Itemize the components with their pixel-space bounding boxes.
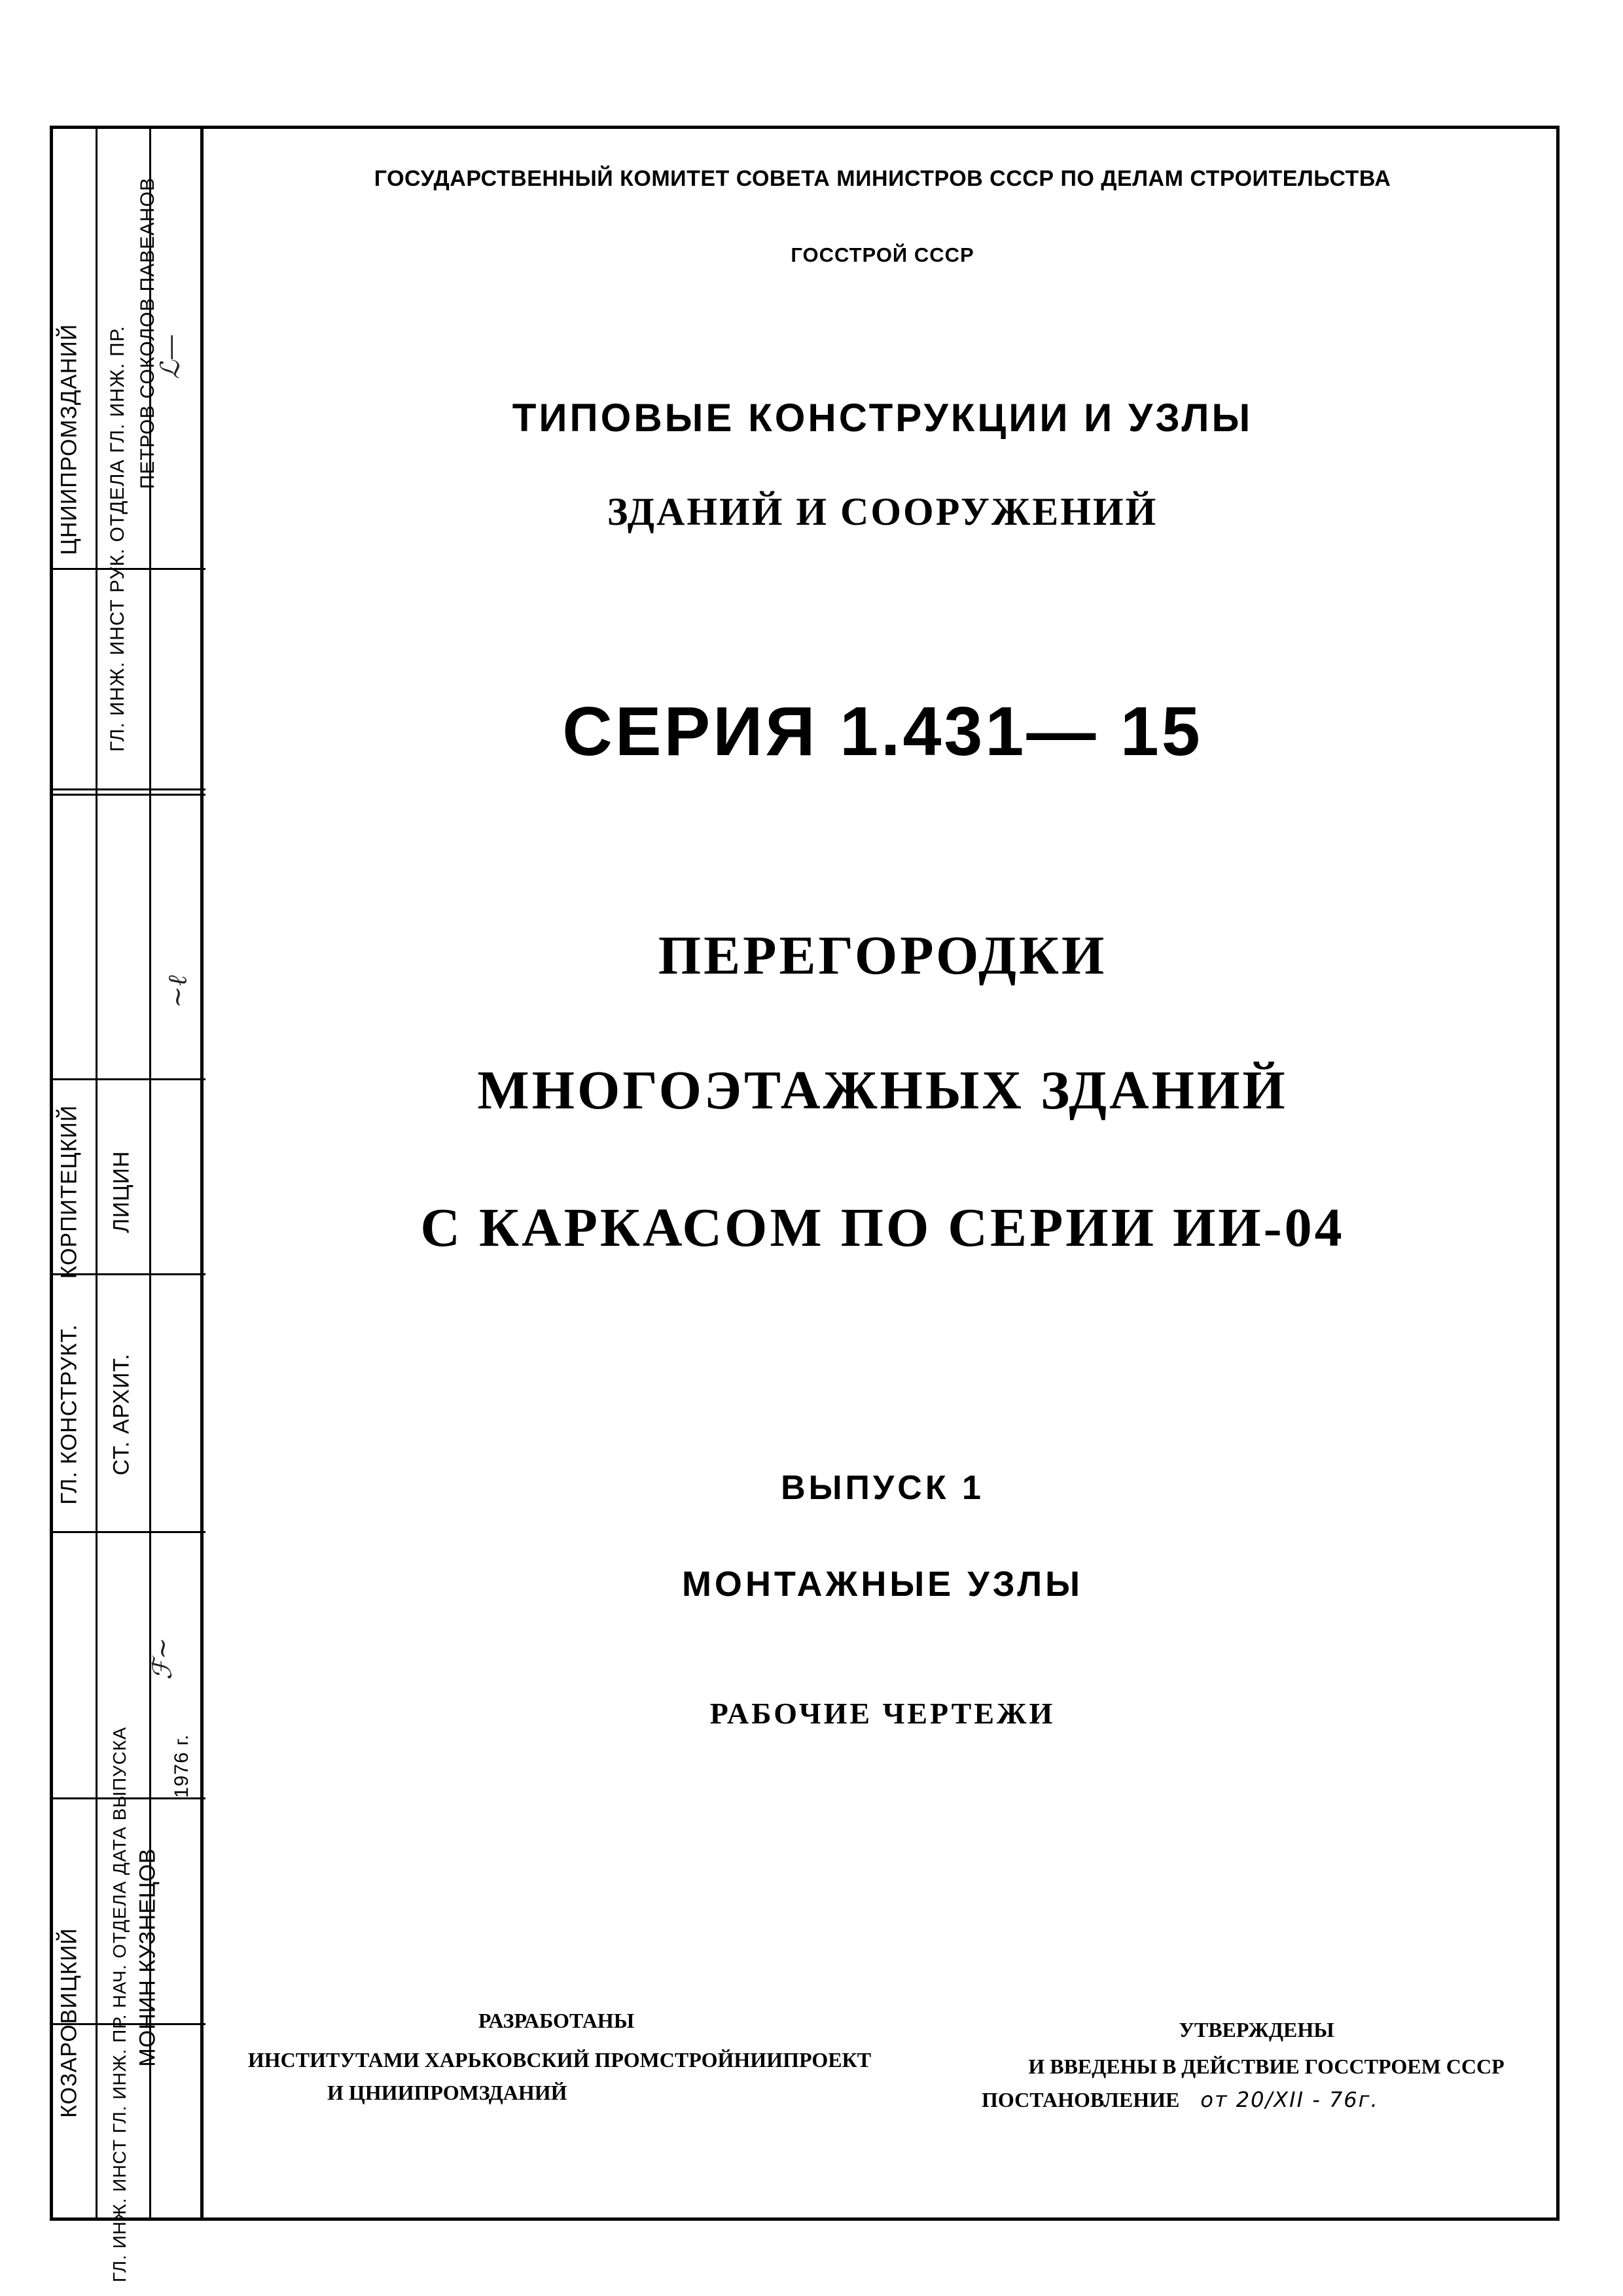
subject-line-1: ПЕРЕГОРОДКИ bbox=[658, 925, 1107, 986]
stamp-date: 1976 г. bbox=[171, 1734, 192, 1798]
stamp-roles-3: СТ. АРХИТ. bbox=[109, 1353, 134, 1475]
issue-title: МОНТАЖНЫЕ УЗЛЫ bbox=[681, 1564, 1084, 1604]
stamp-org-1: ЦНИИПРОМЗДАНИЙ bbox=[56, 323, 82, 556]
developed-line-2: И ЦНИИПРОМЗДАНИЙ bbox=[327, 2081, 567, 2104]
stamp-roles-4: ГЛ. ИНЖ. ИНСТ ГЛ. ИНЖ. ПР. НАЧ. ОТДЕЛА ДАТА ВЫПУСКА bbox=[109, 1726, 130, 2282]
stamp-separator bbox=[50, 794, 205, 796]
stamp-names-1: ПЕТРОВ СОКОЛОВ ПАВЕАНОВ bbox=[137, 177, 158, 489]
stamp-separator bbox=[50, 788, 205, 790]
resolution-label: ПОСТАНОВЛЕНИЕ bbox=[982, 2088, 1180, 2111]
stamp-names-2: ЛИЦИН bbox=[109, 1150, 134, 1233]
stamp-org-2: КОРПИТЕЦКИЙ bbox=[56, 1104, 82, 1279]
title-line-1: ТИПОВЫЕ КОНСТРУКЦИИ И УЗЛЫ bbox=[512, 396, 1253, 440]
resolution-date: от 20/XII - 76г. bbox=[1200, 2087, 1379, 2112]
signature-1: ℒ— bbox=[155, 334, 186, 380]
approved-line-2 bbox=[982, 2087, 1558, 2112]
subject-line-2: МНОГОЭТАЖНЫХ ЗДАНИЙ bbox=[477, 1060, 1288, 1121]
ministry-header: ГОСУДАРСТВЕННЫЙ КОМИТЕТ СОВЕТА МИНИСТРОВ СССР ПО ДЕЛАМ СТРОИТЕЛЬСТВА bbox=[374, 166, 1391, 191]
approved-line-1: И ВВЕДЕНЫ В ДЕЙСТВИЕ ГОССТРОЕМ СССР bbox=[1028, 2055, 1505, 2078]
stamp-roles-1: ГЛ. ИНЖ. ИНСТ РУК. ОТДЕЛА ГЛ. ИНЖ. ПР. bbox=[107, 325, 128, 752]
stamp-divider bbox=[200, 126, 204, 2221]
signature-3: ℱ~ bbox=[147, 1637, 178, 1680]
series-title: СЕРИЯ 1.431— 15 bbox=[562, 693, 1203, 770]
issue-number: ВЫПУСК 1 bbox=[781, 1469, 984, 1507]
stamp-org-3: ГЛ. КОНСТРУКТ. bbox=[56, 1324, 82, 1505]
gosstroy-header: ГОССТРОЙ СССР bbox=[791, 243, 974, 266]
approved-label: УТВЕРЖДЕНЫ bbox=[1179, 2018, 1334, 2041]
document-type: РАБОЧИЕ ЧЕРТЕЖИ bbox=[709, 1697, 1056, 1730]
title-line-2: ЗДАНИЙ И СООРУЖЕНИЙ bbox=[607, 490, 1158, 533]
approval-stamp-column bbox=[50, 126, 205, 2282]
developed-line-1: ИНСТИТУТАМИ ХАРЬКОВСКИЙ ПРОМСТРОЙНИИПРОЕКТ bbox=[247, 2048, 872, 2072]
stamp-names-4: МОНИН КУЗНЕЦОВ bbox=[135, 1848, 160, 2067]
signature-2: ~ℓ bbox=[162, 975, 193, 1008]
stamp-org-4: КОЗАРОВИЦКИЙ bbox=[56, 1928, 82, 2118]
stamp-divider bbox=[96, 126, 98, 2221]
subject-line-3: С КАРКАСОМ ПО СЕРИИ ИИ-04 bbox=[420, 1197, 1345, 1258]
developed-label: РАЗРАБОТАНЫ bbox=[478, 2009, 635, 2032]
